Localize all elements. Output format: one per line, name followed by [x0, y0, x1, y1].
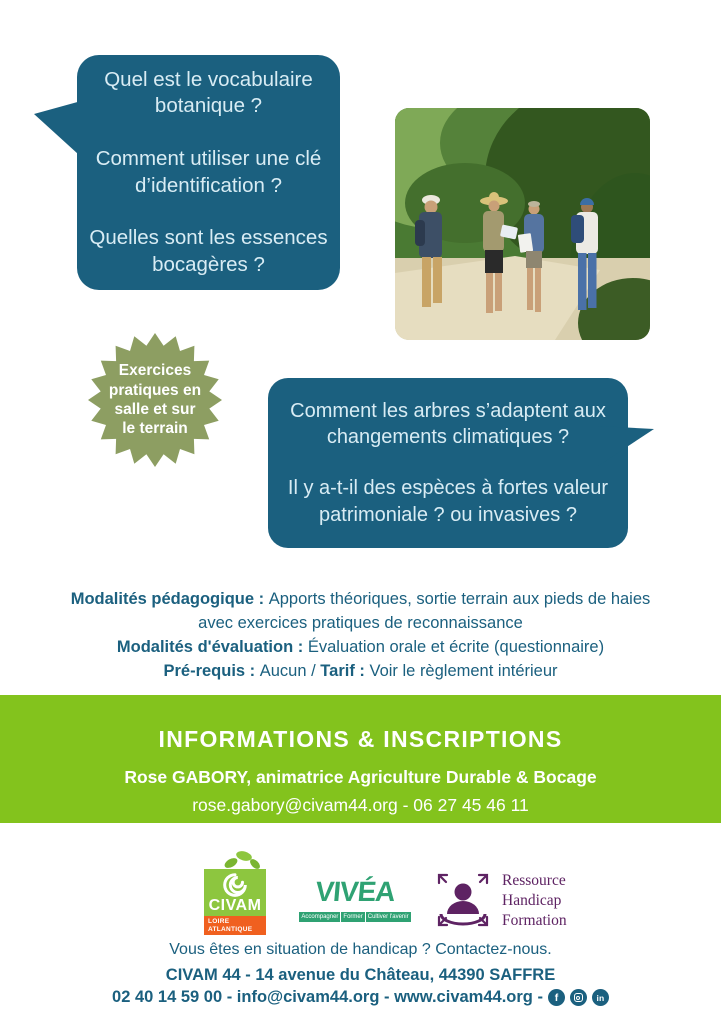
question-bubble-2: [268, 378, 628, 548]
civam-region-line1: LOIRE: [208, 918, 230, 925]
tarif-text: Voir le règlement intérieur: [369, 661, 558, 680]
modalities-pedagogic-text: Apports théoriques, sortie terrain aux pieds de haies avec exercices pratiques de reconnaissance: [198, 590, 651, 632]
rhf-logo-text: [502, 871, 567, 931]
modalities-pedagogic-label: Modalités pédagogique :: [70, 590, 269, 608]
banner-contact-name: Rose GABORY, animatrice Agriculture Durable & Bocage: [124, 767, 597, 787]
practice-badge-label: Exercices pratiques en salle et sur le terrain: [108, 362, 202, 438]
footer-address: CIVAM 44 - 14 avenue du Château, 44390 SAFFRE: [165, 966, 556, 984]
modalities-evaluation: [60, 636, 661, 660]
modalities-pedagogic: [60, 588, 661, 636]
rhf-person-icon: [432, 868, 494, 934]
prerequisite-text: Aucun /: [259, 661, 321, 680]
bubble1-line3: Quelles sont les essences bocagères ?: [89, 226, 328, 276]
facebook-icon[interactable]: f: [548, 989, 565, 1006]
civam-spiral-icon: [219, 870, 251, 900]
instagram-icon[interactable]: [570, 989, 587, 1006]
vivea-tagline-3: Cultiver l'avenir: [367, 914, 409, 920]
civam-region-line2: ATLANTIQUE: [208, 926, 253, 934]
civam-logo: [204, 850, 266, 935]
bubble2-line2: Il y a-t-il des espèces à fortes valeur patrimoniale ? ou invasives ?: [287, 477, 609, 526]
linkedin-icon[interactable]: in: [592, 989, 609, 1006]
handicap-notice: Vous êtes en situation de handicap ? Contactez-nous.: [169, 941, 552, 958]
vivea-tagline-strip: [298, 912, 412, 922]
footer-contact-text: 02 40 14 59 00 - info@civam44.org - www.civam44.org -: [112, 988, 543, 1006]
vivea-tagline-2: Former: [343, 914, 363, 920]
practice-badge: [88, 333, 222, 467]
vivea-wordmark: VIVÉA: [314, 876, 396, 907]
modalities-prerequisite: [60, 660, 661, 684]
prerequisite-label: Pré-requis :: [163, 661, 260, 680]
training-photo: [395, 108, 650, 340]
civam-logo-box: [204, 869, 266, 916]
rhf-line3: Formation: [502, 912, 567, 930]
rhf-line1: Ressource: [502, 871, 566, 889]
modalities-evaluation-text: Évaluation orale et écrite (questionnaire): [307, 637, 605, 656]
question-bubble-1: [77, 55, 340, 290]
bubble2-line1: Comment les arbres s’adaptent aux changements climatiques ?: [290, 399, 606, 449]
rhf-line2: Handicap: [502, 891, 562, 909]
tarif-label: Tarif :: [320, 661, 370, 680]
civam-logo-name: CIVAM: [208, 897, 262, 914]
modalities-block: [60, 588, 661, 684]
modalities-evaluation-label: Modalités d'évaluation :: [116, 637, 308, 656]
vivea-tagline-1: Accompagner: [301, 914, 339, 920]
banner-contact-details: rose.gabory@civam44.org - 06 27 45 46 11: [192, 795, 529, 815]
rhf-logo: [426, 866, 573, 936]
banner-title: INFORMATIONS & INSCRIPTIONS: [158, 726, 563, 752]
civam-region-strip: [204, 916, 266, 935]
bubble2-tail: [598, 424, 658, 469]
vivea-logo: [298, 876, 412, 922]
bubble1-line2: Comment utiliser une clé d’identification ?: [95, 146, 322, 197]
footer-contact-row: [0, 988, 721, 1007]
bubble1-line1: Quel est le vocabulaire botanique ?: [104, 67, 313, 118]
info-banner: [0, 695, 721, 823]
